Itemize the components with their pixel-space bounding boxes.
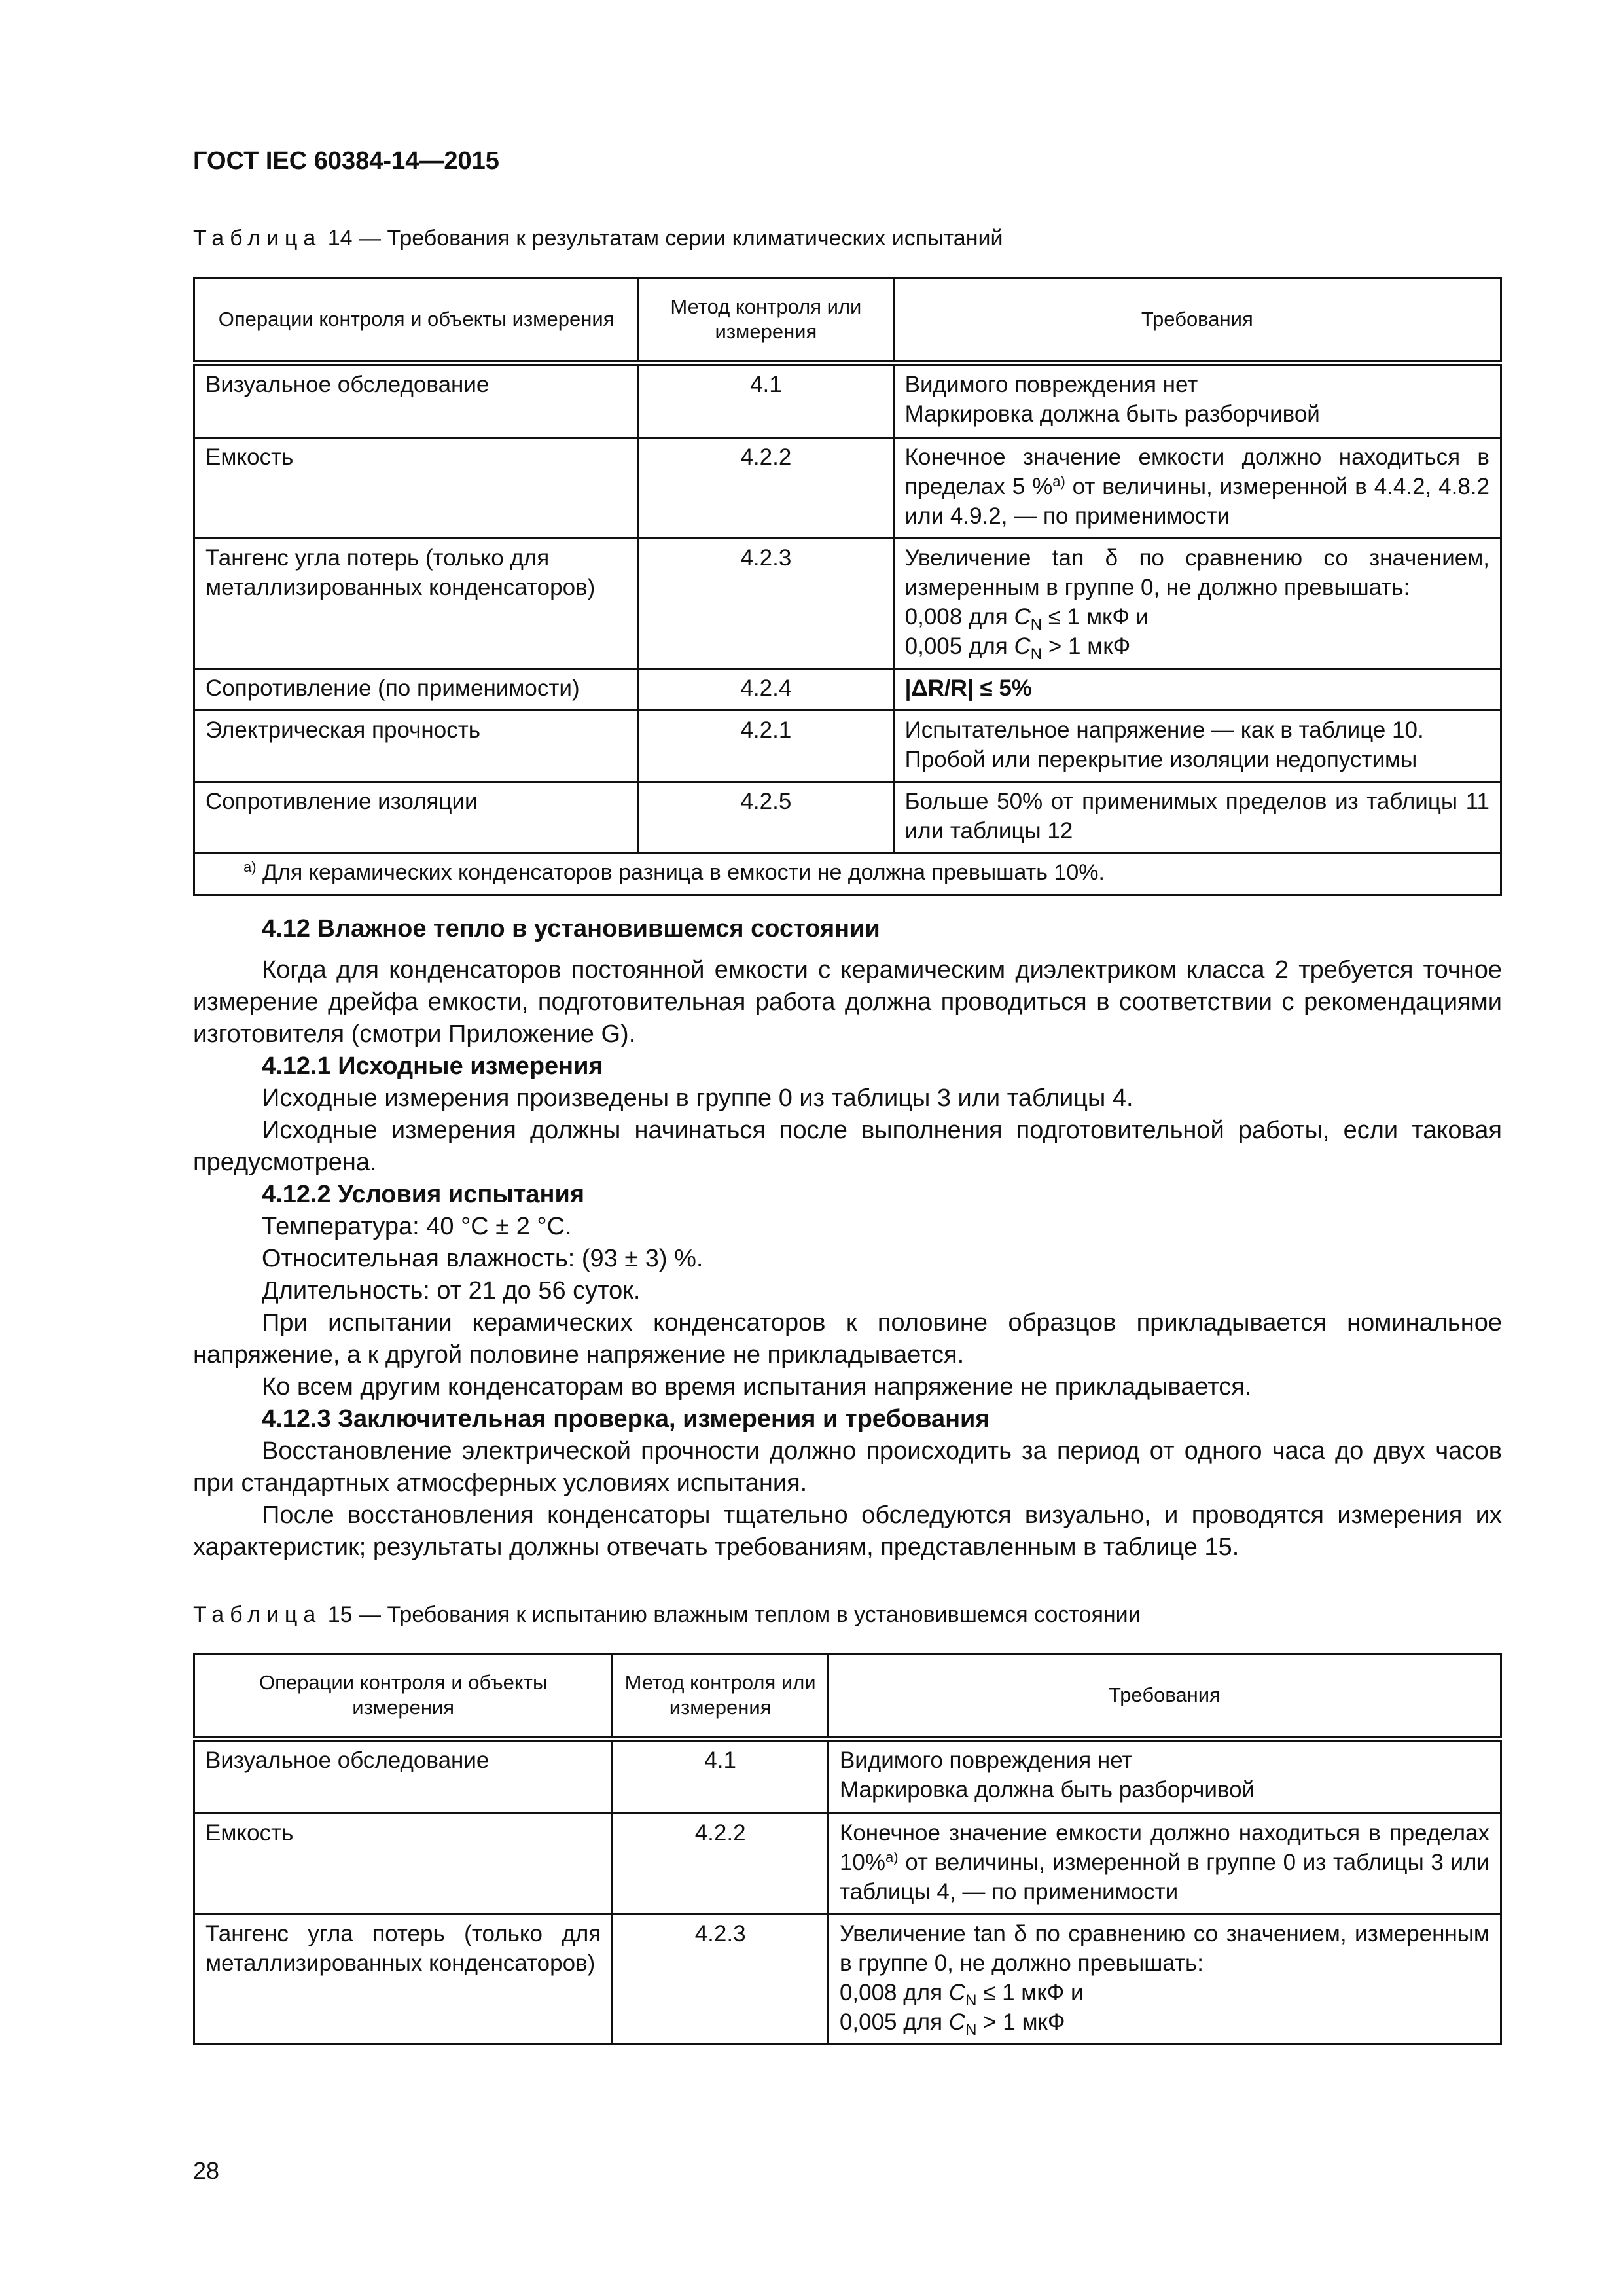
footnote-text: Для керамических конденсаторов разница в емкости не должна превышать 10%. [256, 860, 1105, 885]
table-row [194, 539, 1501, 669]
table-cell-requirement [828, 1814, 1501, 1914]
table-cell-method: 4.2.4 [639, 669, 893, 711]
table-cell-method: 4.2.5 [639, 782, 893, 853]
table-cell-requirement [893, 711, 1501, 782]
table-row [194, 363, 1501, 438]
table-cell-requirement: |ΔR/R| ≤ 5% [893, 669, 1501, 711]
table-row [194, 1914, 1501, 2045]
requirement-line: Пробой или перекрытие изоляции недопустимы [904, 747, 1418, 772]
footnote-ref: a) [885, 1849, 899, 1865]
table-cell-operation: Емкость [194, 1814, 613, 1914]
column-header: Метод контроля или измерения [639, 278, 893, 363]
table-cell-method: 4.2.2 [639, 438, 893, 539]
section-heading: 4.12.3 Заключительная проверка, измерения и требования [262, 1405, 990, 1433]
table-15 [193, 1653, 1502, 2045]
paragraph: Когда для конденсаторов постоянной емкости с керамическим диэлектриком класса 2 требуется точное измерение дрейфа емкости, подготовительная работа должна проводиться в соответствии с рекомендациями изготовителя (смотри Приложение G). [193, 956, 1502, 1048]
paragraph: Температура: 40 °С ± 2 °С. [262, 1213, 572, 1240]
paragraph: Ко всем другим конденсаторам во время испытания напряжение не прикладывается. [262, 1373, 1252, 1401]
table-cell-method: 4.2.2 [613, 1814, 829, 1914]
document-header: ГОСТ IEC 60384-14—2015 [193, 147, 499, 175]
column-header: Метод контроля или измерения [613, 1654, 829, 1739]
section-heading: 4.12.1 Исходные измерения [262, 1052, 603, 1080]
column-header: Операции контроля и объекты измерения [194, 278, 639, 363]
column-header: Операции контроля и объекты измерения [194, 1654, 613, 1739]
table-cell-operation: Визуальное обследование [194, 363, 639, 438]
requirement-line: 0,008 для $C_N \le 1$ мкФ и [839, 1980, 1084, 2009]
section-heading: 4.12 Влажное тепло в установившемся состоянии [262, 915, 880, 942]
requirement-line: 0,005 для $C_N > 1$ мкФ [904, 634, 1131, 663]
table-cell-method: 4.2.3 [639, 539, 893, 669]
table-cell-method: 4.2.3 [613, 1914, 829, 2045]
column-header: Требования [893, 278, 1501, 363]
table-cell-requirement [828, 1739, 1501, 1814]
requirement-line: Видимого повреждения нет [904, 372, 1198, 397]
table-row [194, 711, 1501, 782]
table-cell-method: 4.1 [613, 1739, 829, 1814]
section-4-12 [193, 913, 1502, 1564]
paragraph: Исходные измерения должны начинаться после выполнения подготовительной работы, если таковая предусмотрена. [193, 1117, 1502, 1176]
table-cell-requirement [893, 438, 1501, 539]
paragraph: Исходные измерения произведены в группе 0 из таблицы 3 или таблицы 4. [262, 1085, 1133, 1112]
table-cell-method: 4.1 [639, 363, 893, 438]
requirement-text: Конечное значение емкости должно находиться в пределах 5 % [904, 444, 1489, 499]
table-cell-operation: Сопротивление изоляции [194, 782, 639, 853]
column-header: Требования [828, 1654, 1501, 1739]
table-footnote-row [194, 853, 1501, 895]
paragraph: Длительность: от 21 до 56 суток. [262, 1277, 641, 1304]
section-heading: 4.12.2 Условия испытания [262, 1181, 585, 1208]
requirement-text: от величины, измеренной в группе 0 из таблицы 3 или таблицы 4, — по применимости [839, 1850, 1489, 1905]
page-number: 28 [193, 2157, 220, 2184]
table-cell-method: 4.2.1 [639, 711, 893, 782]
table-row [194, 1739, 1501, 1814]
requirement-line: Маркировка должна быть разборчивой [839, 1777, 1255, 1803]
requirement-line: 0,008 для $C_N \le 1$ мкФ и [904, 604, 1149, 634]
table-cell-operation: Тангенс угла потерь (только для металлизированных конденсаторов) [194, 1914, 613, 2045]
footnote-ref: a) [1052, 473, 1065, 490]
table-header-row [194, 1654, 1501, 1739]
caption-text: 14 — Требования к результатам серии климатических испытаний [321, 226, 1003, 251]
table-cell-operation: Визуальное обследование [194, 1739, 613, 1814]
footnote-mark: a) [243, 859, 257, 875]
requirement-line: Испытательное напряжение — как в таблице 10. [904, 717, 1424, 743]
paragraph: При испытании керамических конденсаторов к половине образцов прикладывается номинальное напряжение, а к другой половине напряжение не прикладывается. [193, 1309, 1502, 1369]
table-cell-operation: Тангенс угла потерь (только для металлизированных конденсаторов) [194, 539, 639, 669]
table-cell-requirement [893, 539, 1501, 669]
table-cell-requirement: Больше 50% от применимых пределов из таблицы 11 или таблицы 12 [893, 782, 1501, 853]
table-row [194, 1814, 1501, 1914]
requirement-line: 0,005 для $C_N > 1$ мкФ [839, 2009, 1065, 2039]
table-15-caption [193, 1602, 1141, 1628]
table-cell-requirement [893, 363, 1501, 438]
requirement-line: Увеличение tan δ по сравнению со значением, измеренным в группе 0, не должно превышать: [904, 545, 1489, 600]
requirement-line: Маркировка должна быть разборчивой [904, 401, 1320, 427]
requirement-line: Увеличение tan δ по сравнению со значением, измеренным в группе 0, не должно превышать: [839, 1921, 1489, 1976]
caption-word: Таблица [193, 226, 322, 251]
table-14-caption [193, 226, 1003, 251]
requirement-text: Конечное значение емкости должно находиться в пределах 10% [839, 1820, 1489, 1875]
caption-text: 15 — Требования к испытанию влажным теплом в установившемся состоянии [321, 1602, 1141, 1627]
table-row [194, 782, 1501, 853]
caption-word: Таблица [193, 1602, 322, 1627]
table-cell-requirement [828, 1914, 1501, 2045]
requirement-line: Видимого повреждения нет [839, 1748, 1133, 1773]
table-cell-operation: Сопротивление (по применимости) [194, 669, 639, 711]
paragraph: Относительная влажность: (93 ± 3) %. [262, 1245, 704, 1272]
table-footnote [194, 853, 1501, 895]
table-header-row [194, 278, 1501, 363]
table-row [194, 669, 1501, 711]
table-14 [193, 277, 1502, 896]
requirement-text: от величины, измеренной в 4.4.2, 4.8.2 или 4.9.2, — по применимости [904, 474, 1489, 529]
table-cell-operation: Емкость [194, 438, 639, 539]
table-cell-operation: Электрическая прочность [194, 711, 639, 782]
table-row [194, 438, 1501, 539]
paragraph: После восстановления конденсаторы тщательно обследуются визуально, и проводятся измерения их характеристик; результаты должны отвечать требованиям, представленным в таблице 15. [193, 1501, 1502, 1561]
paragraph: Восстановление электрической прочности должно происходить за период от одного часа до двух часов при стандартных атмосферных условиях испытания. [193, 1437, 1502, 1497]
